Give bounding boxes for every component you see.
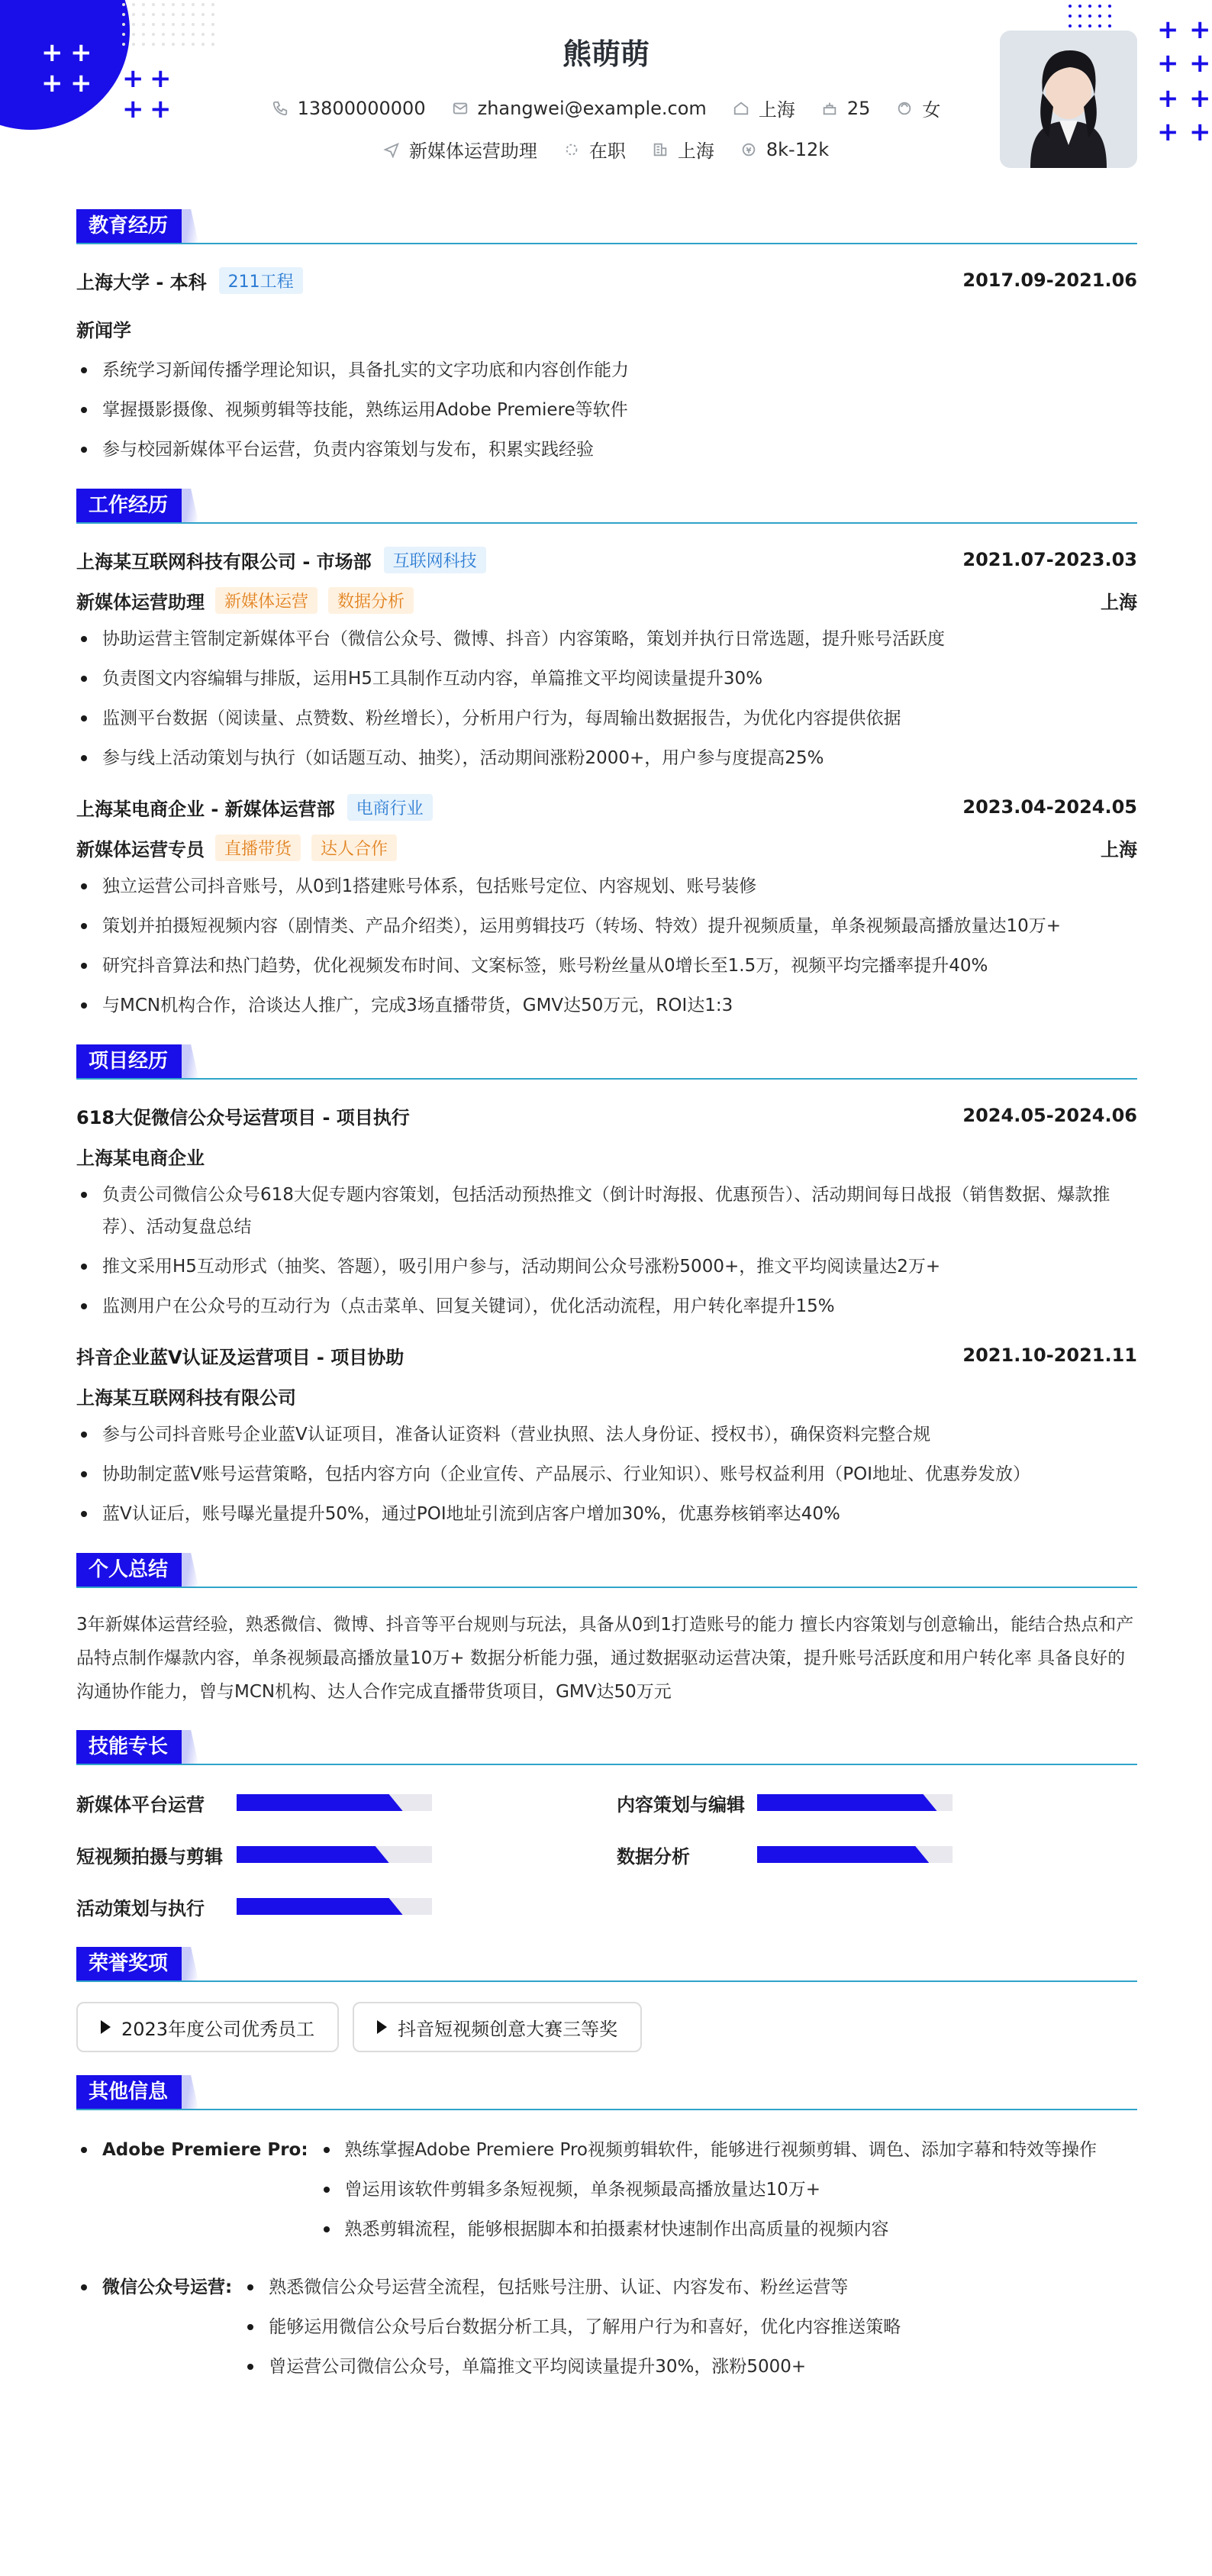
major-row [76,308,1137,348]
project-entry [76,1339,1137,1530]
salary-item [740,139,829,160]
awards-list [76,2002,1137,2052]
dot [211,23,214,26]
plus-icon: + [122,63,144,94]
skill-bar [757,1846,953,1863]
gender-icon [896,100,913,117]
section-header [76,2075,1137,2112]
plus-icon: + [1157,83,1179,114]
skill-bar-fill [757,1794,937,1811]
plus-icon: + [150,94,172,124]
dot [142,23,145,26]
dot [1069,24,1072,27]
summary-text: 3年新媒体运营经验，熟悉微信、微博、抖音等平台规则与玩法，具备从0到1打造账号的能力 擅长内容策划与创意输出，能结合热点和产品特点制作爆款内容，单条视频最高播放量10万+ 数据分析能力强，通过数据驱动运营决策，提升账号活跃度和用户转化率 具备良好的沟通协作能力，曾与MCN机构、达人合作完成直播带货项目，GMV达50万元 [76,1615,1134,1702]
plus-icon: + [70,68,92,98]
gender-item [896,95,940,121]
dot [132,3,135,6]
coin-icon [740,141,757,158]
plus-icon: + [41,37,63,68]
dot [132,23,135,26]
entry-date: 2024.05-2024.06 [962,1105,1137,1126]
dot [182,23,185,26]
entry-date: 2017.09-2021.06 [962,270,1137,291]
summary-section [76,1553,1137,1709]
dot [201,3,205,6]
dot [172,23,175,26]
project-bullets [76,1179,1137,1322]
school-tag: 211工程 [219,267,303,294]
project-name: 618大促微信公众号运营项目 - 项目执行 [76,1106,410,1128]
list-item: 蓝V认证后，账号曝光量提升50%，通过POI地址引流到店客户增加30%，优惠券核销率达40% [76,1498,1137,1530]
other-info-list [243,2268,901,2387]
section-title: 教育经历 [76,209,182,243]
education-section [76,209,1137,466]
dot [1098,15,1101,18]
section-header [76,209,1137,246]
plus-icon: + [1189,48,1211,79]
list-item: 独立运营公司抖音账号，从0到1搭建账号体系，包括账号定位、内容规划、账号装修 [76,870,1137,902]
section-divider [76,1078,1137,1080]
section-divider [76,1764,1137,1765]
dot [162,13,165,16]
other-info-list [319,2130,1097,2249]
plus-icon: + [41,68,63,98]
job-entry [76,544,1137,774]
skill-label: 短视频拍摄与剪辑 [76,1845,223,1867]
role-row [76,580,1137,620]
major-name: 新闻学 [76,319,131,341]
list-item: 参与线上活动策划与执行（如话题互动、抽奖），活动期间涨粉2000+，用户参与度提高25% [76,742,1137,774]
plus-icon: + [1157,15,1179,45]
skill-bar-fill [237,1898,403,1915]
section-divider [76,1587,1137,1588]
section-header [76,1947,1137,1984]
section-title: 项目经历 [76,1044,182,1078]
list-item: 参与校园新媒体平台运营，负责内容策划与发布，积累实践经验 [76,434,1137,466]
skills-section [76,1730,1137,1924]
section-title: 其他信息 [76,2075,182,2109]
award-chip [76,2002,339,2052]
dot [122,3,125,6]
section-header [76,1044,1137,1081]
entry-header [76,1339,1137,1371]
dot [1108,5,1111,8]
section-title: 荣誉奖项 [76,1947,182,1980]
other-info-block [76,2268,1137,2387]
dot [122,23,125,26]
dot [152,23,155,26]
entry-header [76,544,1137,576]
skill-tag: 达人合作 [311,834,397,861]
skill-item [76,1785,617,1820]
dot [211,13,214,16]
entry-header [76,264,1137,296]
entry-date: 2021.10-2021.11 [962,1344,1137,1366]
list-item: 负责图文内容编辑与排版，运用H5工具制作互动内容，单篇推文平均阅读量提升30% [76,663,1137,695]
status-item [563,136,626,163]
other-section [76,2075,1137,2387]
job-location: 上海 [1101,838,1137,860]
list-item: 协助制定蓝V账号运营策略，包括内容方向（企业宣传、产品展示、行业知识）、账号权益利用（POI地址、优惠券发放） [76,1458,1137,1490]
email-text: zhangwei@example.com [477,97,707,119]
role-name: 新媒体运营专员 [76,838,205,860]
home-icon [733,100,749,117]
section-header [76,1730,1137,1767]
project-org: 上海某电商企业 [76,1147,205,1169]
dot [192,23,195,26]
dot [162,23,165,26]
dot [132,13,135,16]
skill-item [617,1785,1137,1820]
skill-label: 新媒体平台运营 [76,1793,205,1816]
plus-icon: + [1189,15,1211,45]
section-divider [76,1980,1137,1982]
skill-tag: 新媒体运营 [215,587,318,614]
dot [1088,5,1091,8]
skill-tag: 直播带货 [215,834,301,861]
plus-icon: + [1189,83,1211,114]
job-target-item [383,136,537,163]
section-header [76,489,1137,525]
skill-bar [237,1794,432,1811]
city-item [733,95,795,121]
entry-header [76,791,1137,823]
skill-tag: 数据分析 [328,587,414,614]
dot [1088,24,1091,27]
award-label: 抖音短视频创意大赛三等奖 [398,2018,618,2040]
plus-icon: + [1157,117,1179,147]
section-divider [76,243,1137,244]
plus-icon: + [1189,117,1211,147]
dot [211,3,214,6]
cake-icon [821,100,838,117]
dot [1078,5,1081,8]
list-item: 推文采用H5互动形式（抽奖、答题），吸引用户参与，活动期间公众号涨粉5000+，推文平均阅读量达2万+ [76,1251,1137,1283]
section-divider [76,2109,1137,2110]
award-chip [353,2002,642,2052]
status-icon [563,141,580,158]
dot [1078,15,1081,18]
other-info-block [76,2130,1137,2249]
list-item: 协助运营主管制定新媒体平台（微信公众号、微博、抖音）内容策略，策划并执行日常选题，提升账号活跃度 [76,623,1137,655]
dot [201,13,205,16]
phone-text: 13800000000 [297,97,426,119]
job-target-text: 新媒体运营助理 [408,140,537,162]
skill-bar [757,1794,953,1811]
skill-item [76,1889,617,1924]
age-item [821,98,871,119]
salary-text: 8k-12k [766,138,830,160]
dot [172,3,175,6]
list-item: 与MCN机构合作，洽谈达人推广，完成3场直播带货，GMV达50万元，ROI达1:3 [76,989,1137,1022]
dot [142,3,145,6]
section-title: 个人总结 [76,1553,182,1587]
dot [192,13,195,16]
project-bullets [76,1419,1137,1530]
plus-icon: + [70,37,92,68]
play-triangle-icon [101,2020,111,2034]
skill-item [617,1837,1137,1872]
project-org: 上海某互联网科技有限公司 [76,1386,296,1409]
entry-date: 2021.07-2023.03 [962,549,1137,570]
resume-body [76,209,1137,2387]
dot [1069,5,1072,8]
plus-icon: + [150,63,172,94]
role-name: 新媒体运营助理 [76,591,205,613]
target-city-item [652,136,714,163]
dot [1108,15,1111,18]
project-org-row [76,1136,1137,1176]
list-item: 熟练掌握Adobe Premiere Pro视频剪辑软件，能够进行视频剪辑、调色、添加字幕和特效等操作 [319,2130,1097,2170]
dot [201,23,205,26]
dot [1088,15,1091,18]
job-location: 上海 [1101,591,1137,613]
company-name: 上海某电商企业 - 新媒体运营部 [76,798,335,820]
job-entry [76,791,1137,1022]
dot [1069,15,1072,18]
dot [172,13,175,16]
list-item: 监测用户在公众号的互动行为（点击菜单、回复关键词），优化活动流程，用户转化率提升15% [76,1290,1137,1322]
dot [192,3,195,6]
gender-text: 女 [922,99,941,121]
plus-icon: + [1157,48,1179,79]
entry-date: 2023.04-2024.05 [962,796,1137,818]
dot [152,3,155,6]
project-org-row [76,1376,1137,1416]
list-item: 负责公司微信公众号618大促专题内容策划，包括活动预热推文（倒计时海报、优惠预告）、活动期间每日战报（销售数据、爆款推荐）、活动复盘总结 [76,1179,1137,1243]
target-city-text: 上海 [677,140,714,162]
dot-pattern-blue [1069,5,1111,27]
skill-bar [237,1898,432,1915]
award-label: 2023年度公司优秀员工 [121,2018,315,2040]
dot [182,3,185,6]
profile-photo [1000,31,1137,168]
job-bullets [76,870,1137,1022]
dot [1108,24,1111,27]
phone-icon [272,100,288,117]
skill-bar [237,1846,432,1863]
section-title: 工作经历 [76,489,182,522]
list-item: 研究抖音算法和热门趋势，优化视频发布时间、文案标签，账号粉丝量从0增长至1.5万，视频平均完播率提升40% [76,950,1137,982]
list-item: 能够运用微信公众号后台数据分析工具，了解用户行为和喜好，优化内容推送策略 [243,2307,901,2347]
education-bullets [76,354,1137,466]
school-name: 上海大学 - 本科 [76,271,207,293]
email-item [452,98,707,119]
play-triangle-icon [377,2020,387,2034]
industry-tag: 互联网科技 [384,547,486,573]
list-item: 系统学习新闻传播学理论知识，具备扎实的文字功底和内容创作能力 [76,354,1137,386]
honors-section [76,1947,1137,2052]
skill-bar-fill [237,1794,403,1811]
section-title: 技能专长 [76,1730,182,1764]
list-item: 策划并拍摄短视频内容（剧情类、产品介绍类），运用剪辑技巧（转场、特效）提升视频质量，单条视频最高播放量达10万+ [76,910,1137,942]
list-item: 曾运营公司微信公众号，单篇推文平均阅读量提升30%，涨粉5000+ [243,2347,901,2387]
dot [142,13,145,16]
project-entry [76,1099,1137,1322]
list-item: 掌握摄影摄像、视频剪辑等技能，熟练运用Adobe Premiere等软件 [76,394,1137,426]
dot [122,13,125,16]
other-info-key: 微信公众号运营: [76,2268,232,2387]
job-bullets [76,623,1137,774]
entry-header [76,1099,1137,1131]
skill-label: 活动策划与执行 [76,1897,205,1919]
list-item: 监测平台数据（阅读量、点赞数、粉丝增长），分析用户行为，每周输出数据报告，为优化内容提供依据 [76,702,1137,734]
dot [1098,5,1101,8]
work-section [76,489,1137,1022]
status-text: 在职 [588,140,626,162]
section-divider [76,522,1137,524]
section-header [76,1553,1137,1590]
dot [1098,24,1101,27]
company-name: 上海某互联网科技有限公司 - 市场部 [76,550,372,573]
phone-item [272,98,426,119]
skill-label: 数据分析 [617,1845,690,1867]
dot [152,13,155,16]
list-item: 曾运用该软件剪辑多条短视频，单条视频最高播放量达10万+ [319,2170,1097,2210]
skill-bar-fill [757,1846,929,1863]
skill-item [76,1837,617,1872]
skills-grid [76,1785,1137,1924]
other-info-key: Adobe Premiere Pro: [76,2130,308,2249]
projects-section [76,1044,1137,1530]
skill-label: 内容策划与编辑 [617,1793,745,1816]
plus-icon: + [122,94,144,124]
dot [1078,24,1081,27]
dot [162,3,165,6]
industry-tag: 电商行业 [347,794,433,821]
age-text: 25 [846,97,871,119]
candidate-name: 熊萌萌 [562,37,650,71]
city-text: 上海 [758,99,795,121]
list-item: 参与公司抖音账号企业蓝V认证项目，准备认证资料（营业执照、法人身份证、授权书），确保资料完整合规 [76,1419,1137,1451]
project-name: 抖音企业蓝V认证及运营项目 - 项目协助 [76,1346,405,1368]
dot [182,13,185,16]
list-item: 熟悉微信公众号运营全流程，包括账号注册、认证、内容发布、粉丝运营等 [243,2268,901,2307]
list-item: 熟悉剪辑流程，能够根据脚本和拍摄素材快速制作出高质量的视频内容 [319,2210,1097,2249]
send-icon [383,141,400,158]
building-icon [652,141,669,158]
role-row [76,828,1137,867]
mail-icon [452,100,469,117]
skill-bar-fill [237,1846,389,1863]
